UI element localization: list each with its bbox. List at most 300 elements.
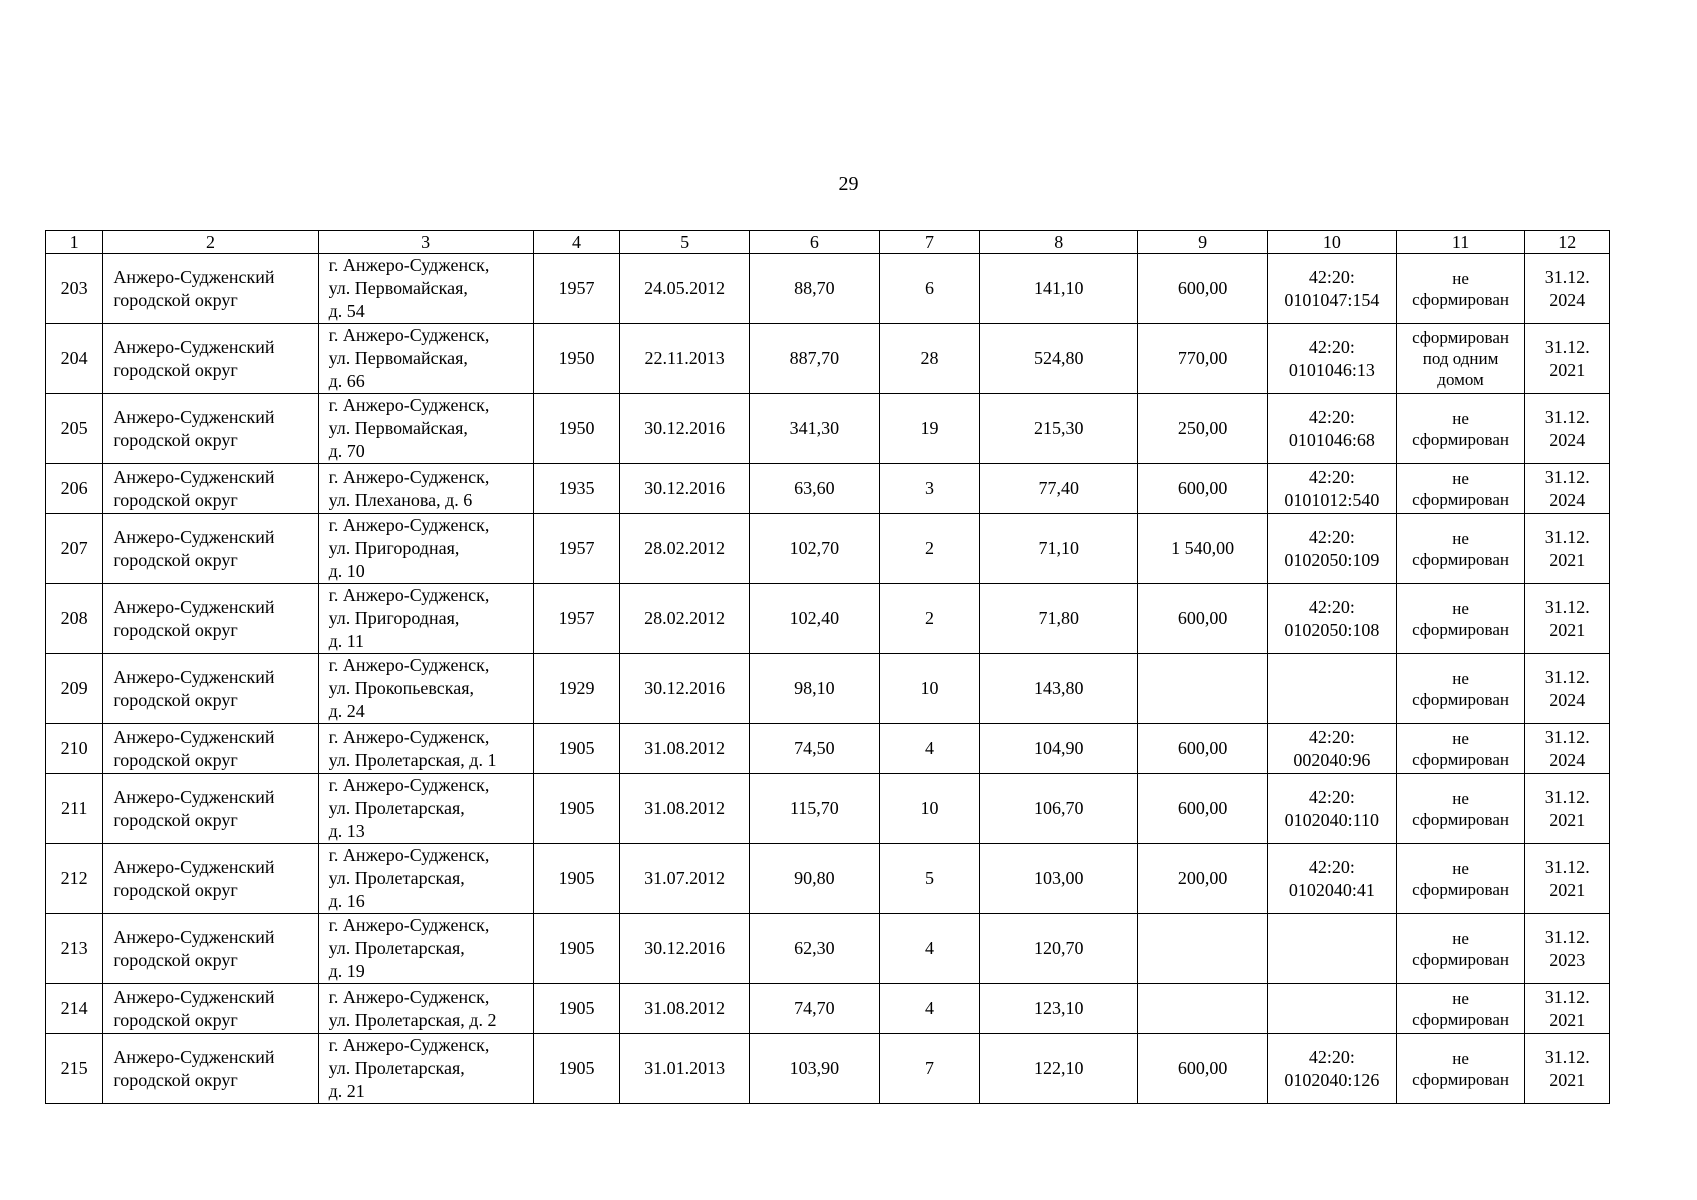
- land-area-cell-text: 250,00: [1177, 418, 1228, 438]
- land-status-cell-text: не: [1452, 928, 1469, 948]
- cadastral-number-cell-text: 42:20:: [1308, 406, 1355, 427]
- deadline-cell: [1525, 514, 1610, 584]
- land-status-cell-text: под одним: [1422, 349, 1499, 368]
- date-cell: [620, 654, 750, 724]
- address-cell-text: ул. Пролетарская, д. 1: [328, 749, 497, 770]
- table-row: [46, 254, 1610, 324]
- value-cell-text: 71,80: [1038, 608, 1080, 628]
- address-cell-text: г. Анжеро-Судженск,: [328, 255, 490, 275]
- build-year-cell: [533, 324, 619, 394]
- address-cell-text: ул. Плеханова, д. 6: [328, 489, 473, 510]
- land-status-cell-text: не: [1452, 268, 1469, 288]
- date-cell-text: 28.02.2012: [644, 538, 726, 558]
- municipality-cell-text: городской округ: [113, 429, 238, 450]
- value-cell: [980, 724, 1138, 774]
- deadline-cell-text: 31.12.: [1544, 786, 1590, 807]
- date-cell-text: 31.08.2012: [644, 798, 726, 818]
- table-row: [46, 1034, 1610, 1104]
- residents-cell-text: 3: [925, 478, 935, 498]
- residents-cell-text: 4: [925, 738, 935, 758]
- area-cell: [750, 844, 880, 914]
- value-cell: [980, 844, 1138, 914]
- row-number-text: 205: [60, 418, 88, 438]
- date-cell-text: 30.12.2016: [644, 678, 726, 698]
- value-cell-text: 143,80: [1034, 678, 1084, 698]
- area-cell-text: 115,70: [789, 798, 839, 818]
- residents-cell: [879, 394, 980, 464]
- municipality-cell: [103, 1034, 318, 1104]
- address-cell-text: ул. Пригородная,: [328, 538, 460, 558]
- column-number: 9: [1138, 231, 1268, 254]
- value-cell: [980, 464, 1138, 514]
- address-cell-text: г. Анжеро-Судженск,: [328, 585, 490, 605]
- land-area-cell: [1138, 394, 1268, 464]
- area-cell-text: 102,40: [789, 608, 840, 628]
- municipality-cell: [103, 514, 318, 584]
- column-number: 5: [620, 231, 750, 254]
- residents-cell-text: 2: [925, 538, 935, 558]
- address-cell: [318, 724, 533, 774]
- cadastral-number-cell: [1267, 654, 1396, 724]
- cadastral-number-cell: [1267, 774, 1396, 844]
- land-status-cell-text: сформирован: [1412, 429, 1509, 449]
- area-cell-text: 62,30: [794, 938, 835, 958]
- address-cell-text: ул. Пролетарская,: [328, 938, 465, 958]
- value-cell: [980, 984, 1138, 1034]
- municipality-cell-text: городской округ: [113, 619, 238, 640]
- area-cell: [750, 254, 880, 324]
- table-row: [46, 844, 1610, 914]
- row-number-text: 207: [60, 538, 88, 558]
- land-area-cell: [1138, 844, 1268, 914]
- municipality-cell-text: Анжеро-Судженский: [113, 666, 275, 687]
- area-cell-text: 74,50: [794, 738, 835, 758]
- value-cell-text: 215,30: [1034, 418, 1084, 438]
- address-cell-text: г. Анжеро-Судженск,: [328, 986, 490, 1007]
- build-year-cell: [533, 584, 619, 654]
- land-status-cell: [1396, 914, 1525, 984]
- municipality-cell: [103, 724, 318, 774]
- deadline-cell-text: 2021: [1549, 1069, 1586, 1090]
- column-number: 7: [879, 231, 980, 254]
- row-number-text: 212: [60, 868, 88, 888]
- municipality-cell-text: городской округ: [113, 549, 238, 570]
- cadastral-number-cell: [1267, 984, 1396, 1034]
- deadline-cell-text: 2021: [1549, 879, 1586, 900]
- municipality-cell-text: городской округ: [113, 1069, 238, 1090]
- address-cell-text: г. Анжеро-Судженск,: [328, 466, 490, 487]
- cadastral-number-cell-text: 42:20:: [1308, 856, 1355, 877]
- land-area-cell-text: 200,00: [1177, 868, 1228, 888]
- address-cell: [318, 324, 533, 394]
- municipality-cell-text: Анжеро-Судженский: [113, 786, 275, 807]
- area-cell-text: 74,70: [794, 998, 835, 1018]
- area-cell-text: 63,60: [794, 478, 835, 498]
- build-year-cell-text: 1950: [558, 348, 595, 368]
- deadline-cell: [1525, 914, 1610, 984]
- municipality-cell: [103, 324, 318, 394]
- build-year-cell-text: 1929: [558, 678, 595, 698]
- cadastral-number-cell-text: 0101047:154: [1284, 289, 1380, 310]
- land-status-cell: [1396, 394, 1525, 464]
- build-year-cell-text: 1957: [558, 538, 595, 558]
- cadastral-number-cell: [1267, 394, 1396, 464]
- deadline-cell-text: 31.12.: [1544, 856, 1590, 877]
- area-cell: [750, 394, 880, 464]
- value-cell: [980, 1034, 1138, 1104]
- municipality-cell: [103, 254, 318, 324]
- area-cell-text: 103,90: [789, 1058, 840, 1078]
- deadline-cell-text: 31.12.: [1544, 406, 1590, 427]
- table-row: [46, 984, 1610, 1034]
- cadastral-number-cell-text: 002040:96: [1293, 749, 1371, 770]
- row-number-text: 214: [60, 998, 88, 1018]
- column-number: 3: [318, 231, 533, 254]
- date-cell-text: 30.12.2016: [644, 418, 726, 438]
- deadline-cell: [1525, 394, 1610, 464]
- land-area-cell: [1138, 584, 1268, 654]
- land-status-cell-text: не: [1452, 1048, 1469, 1068]
- municipality-cell-text: городской округ: [113, 949, 238, 970]
- value-cell: [980, 584, 1138, 654]
- deadline-cell-text: 31.12.: [1544, 1046, 1590, 1067]
- value-cell: [980, 774, 1138, 844]
- value-cell: [980, 394, 1138, 464]
- date-cell: [620, 324, 750, 394]
- land-area-cell-text: 1 540,00: [1171, 538, 1235, 558]
- build-year-cell: [533, 774, 619, 844]
- value-cell: [980, 914, 1138, 984]
- deadline-cell: [1525, 844, 1610, 914]
- row-number: [46, 254, 103, 324]
- land-area-cell: [1138, 464, 1268, 514]
- deadline-cell-text: 31.12.: [1544, 266, 1590, 287]
- land-area-cell: [1138, 514, 1268, 584]
- land-area-cell: [1138, 654, 1268, 724]
- municipality-cell: [103, 774, 318, 844]
- deadline-cell: [1525, 1034, 1610, 1104]
- address-cell-text: ул. Пролетарская,: [328, 798, 465, 818]
- area-cell: [750, 914, 880, 984]
- municipality-cell-text: Анжеро-Судженский: [113, 466, 275, 487]
- residents-cell: [879, 724, 980, 774]
- land-status-cell: [1396, 984, 1525, 1034]
- column-number-row: [46, 231, 1610, 254]
- residents-cell-text: 10: [920, 798, 939, 818]
- address-cell-text: г. Анжеро-Судженск,: [328, 515, 490, 535]
- area-cell: [750, 984, 880, 1034]
- address-cell: [318, 464, 533, 514]
- address-cell-text: д. 24: [328, 701, 365, 721]
- residents-cell-text: 2: [925, 608, 935, 628]
- municipality-cell-text: городской округ: [113, 809, 238, 830]
- cadastral-number-cell-text: 42:20:: [1308, 266, 1355, 287]
- municipality-cell: [103, 394, 318, 464]
- value-cell-text: 120,70: [1034, 938, 1084, 958]
- cadastral-number-cell: [1267, 324, 1396, 394]
- residents-cell: [879, 254, 980, 324]
- area-cell: [750, 724, 880, 774]
- land-area-cell-text: 600,00: [1177, 1058, 1228, 1078]
- residents-cell-text: 7: [925, 1058, 935, 1078]
- date-cell-text: 31.01.2013: [644, 1058, 726, 1078]
- build-year-cell-text: 1905: [558, 738, 595, 758]
- deadline-cell: [1525, 654, 1610, 724]
- value-cell-text: 77,40: [1038, 478, 1080, 498]
- deadline-cell-text: 31.12.: [1544, 596, 1590, 617]
- municipality-cell-text: городской округ: [113, 879, 238, 900]
- residents-cell: [879, 774, 980, 844]
- address-cell: [318, 1034, 533, 1104]
- table-row: [46, 394, 1610, 464]
- area-cell: [750, 324, 880, 394]
- deadline-cell: [1525, 584, 1610, 654]
- area-cell-text: 887,70: [789, 348, 840, 368]
- table-row: [46, 654, 1610, 724]
- residents-cell: [879, 1034, 980, 1104]
- date-cell-text: 28.02.2012: [644, 608, 726, 628]
- build-year-cell: [533, 1034, 619, 1104]
- residents-cell-text: 19: [920, 418, 939, 438]
- address-cell-text: ул. Прокопьевская,: [328, 678, 475, 698]
- residents-cell-text: 6: [925, 278, 935, 298]
- land-status-cell-text: сформирован: [1412, 489, 1509, 509]
- date-cell-text: 31.08.2012: [644, 738, 726, 758]
- cadastral-number-cell: [1267, 254, 1396, 324]
- row-number-text: 203: [60, 278, 88, 298]
- municipality-cell: [103, 584, 318, 654]
- column-number: 2: [103, 231, 318, 254]
- column-number: 10: [1267, 231, 1396, 254]
- value-cell-text: 141,10: [1034, 278, 1084, 298]
- cadastral-number-cell: [1267, 914, 1396, 984]
- cadastral-number-cell-text: 42:20:: [1308, 1046, 1355, 1067]
- row-number: [46, 514, 103, 584]
- municipality-cell-text: Анжеро-Судженский: [113, 596, 275, 617]
- deadline-cell-text: 31.12.: [1544, 926, 1590, 947]
- build-year-cell-text: 1957: [558, 278, 595, 298]
- municipality-cell-text: Анжеро-Судженский: [113, 926, 275, 947]
- value-cell: [980, 514, 1138, 584]
- row-number: [46, 584, 103, 654]
- deadline-cell-text: 2023: [1549, 949, 1586, 970]
- area-cell-text: 102,70: [789, 538, 840, 558]
- land-area-cell: [1138, 984, 1268, 1034]
- residents-cell-text: 5: [925, 868, 935, 888]
- land-status-cell: [1396, 654, 1525, 724]
- land-status-cell: [1396, 324, 1525, 394]
- deadline-cell-text: 2021: [1549, 359, 1586, 380]
- build-year-cell: [533, 654, 619, 724]
- land-status-cell: [1396, 514, 1525, 584]
- cadastral-number-cell-text: 0102040:110: [1284, 809, 1379, 830]
- date-cell-text: 31.08.2012: [644, 998, 726, 1018]
- land-area-cell-text: 600,00: [1177, 608, 1228, 628]
- cadastral-number-cell-text: 42:20:: [1308, 786, 1355, 807]
- build-year-cell-text: 1905: [558, 998, 595, 1018]
- deadline-cell-text: 31.12.: [1544, 726, 1590, 747]
- build-year-cell: [533, 914, 619, 984]
- cadastral-number-cell: [1267, 464, 1396, 514]
- value-cell: [980, 324, 1138, 394]
- cadastral-number-cell-text: 42:20:: [1308, 726, 1355, 747]
- residents-cell: [879, 844, 980, 914]
- cadastral-number-cell: [1267, 1034, 1396, 1104]
- land-area-cell: [1138, 914, 1268, 984]
- address-cell-text: д. 70: [328, 441, 365, 461]
- land-status-cell-text: сформирован: [1412, 549, 1509, 569]
- address-cell-text: г. Анжеро-Судженск,: [328, 726, 490, 747]
- address-cell-text: ул. Пролетарская, д. 2: [328, 1009, 497, 1030]
- row-number: [46, 394, 103, 464]
- deadline-cell: [1525, 324, 1610, 394]
- municipality-cell-text: городской округ: [113, 1009, 238, 1030]
- land-status-cell-text: сформирован: [1412, 328, 1509, 347]
- date-cell: [620, 514, 750, 584]
- address-cell-text: д. 11: [328, 631, 365, 651]
- address-cell-text: д. 13: [328, 821, 365, 841]
- cadastral-number-cell-text: 42:20:: [1308, 596, 1355, 617]
- build-year-cell: [533, 394, 619, 464]
- municipality-cell: [103, 984, 318, 1034]
- land-status-cell-text: сформирован: [1412, 949, 1509, 969]
- deadline-cell-text: 2021: [1549, 809, 1586, 830]
- deadline-cell: [1525, 774, 1610, 844]
- table-row: [46, 464, 1610, 514]
- address-cell: [318, 584, 533, 654]
- build-year-cell-text: 1957: [558, 608, 595, 628]
- row-number: [46, 724, 103, 774]
- date-cell: [620, 1034, 750, 1104]
- land-status-cell-text: не: [1452, 468, 1469, 488]
- land-status-cell-text: не: [1452, 528, 1469, 548]
- deadline-cell-text: 31.12.: [1544, 666, 1590, 687]
- address-cell: [318, 984, 533, 1034]
- land-status-cell-text: сформирован: [1412, 879, 1509, 899]
- row-number: [46, 914, 103, 984]
- row-number: [46, 324, 103, 394]
- address-cell-text: д. 66: [328, 371, 365, 391]
- column-number: 8: [980, 231, 1138, 254]
- column-number: 11: [1396, 231, 1525, 254]
- residents-cell: [879, 324, 980, 394]
- residents-cell-text: 4: [925, 998, 935, 1018]
- area-cell: [750, 1034, 880, 1104]
- cadastral-number-cell-text: 0101046:68: [1288, 429, 1375, 450]
- area-cell: [750, 584, 880, 654]
- row-number: [46, 654, 103, 724]
- municipality-cell: [103, 654, 318, 724]
- land-area-cell-text: 770,00: [1177, 348, 1228, 368]
- land-status-cell: [1396, 584, 1525, 654]
- municipality-cell-text: Анжеро-Судженский: [113, 986, 275, 1007]
- land-status-cell-text: сформирован: [1412, 289, 1509, 309]
- deadline-cell-text: 2024: [1549, 689, 1586, 710]
- address-cell-text: г. Анжеро-Судженск,: [328, 845, 490, 865]
- build-year-cell-text: 1905: [558, 868, 595, 888]
- table-row: [46, 584, 1610, 654]
- date-cell: [620, 914, 750, 984]
- cadastral-number-cell-text: 42:20:: [1308, 466, 1355, 487]
- land-status-cell-text: сформирован: [1412, 1069, 1509, 1089]
- cadastral-number-cell-text: 0101012:540: [1284, 489, 1380, 510]
- date-cell: [620, 984, 750, 1034]
- deadline-cell: [1525, 254, 1610, 324]
- cadastral-number-cell-text: 0102050:109: [1284, 549, 1380, 570]
- build-year-cell: [533, 514, 619, 584]
- address-cell-text: г. Анжеро-Судженск,: [328, 775, 490, 795]
- address-cell: [318, 394, 533, 464]
- value-cell-text: 106,70: [1034, 798, 1084, 818]
- build-year-cell: [533, 984, 619, 1034]
- column-number: 1: [46, 231, 103, 254]
- cadastral-number-cell-text: 0102040:126: [1284, 1069, 1380, 1090]
- cadastral-number-cell-text: 0101046:13: [1288, 359, 1375, 380]
- municipality-cell-text: городской округ: [113, 359, 238, 380]
- land-status-cell-text: не: [1452, 408, 1469, 428]
- deadline-cell-text: 31.12.: [1544, 336, 1590, 357]
- table-row: [46, 324, 1610, 394]
- cadastral-number-cell: [1267, 844, 1396, 914]
- deadline-cell: [1525, 724, 1610, 774]
- municipality-cell: [103, 844, 318, 914]
- cadastral-number-cell-text: 42:20:: [1308, 336, 1355, 357]
- address-cell: [318, 844, 533, 914]
- row-number-text: 208: [60, 608, 88, 628]
- residents-cell: [879, 984, 980, 1034]
- land-status-cell-text: сформирован: [1412, 1009, 1509, 1029]
- land-status-cell-text: сформирован: [1412, 619, 1509, 639]
- value-cell-text: 103,00: [1034, 868, 1084, 888]
- cadastral-number-cell: [1267, 584, 1396, 654]
- area-cell: [750, 654, 880, 724]
- row-number: [46, 844, 103, 914]
- address-cell-text: г. Анжеро-Судженск,: [328, 915, 490, 935]
- address-cell: [318, 254, 533, 324]
- land-status-cell-text: не: [1452, 598, 1469, 618]
- address-cell-text: ул. Первомайская,: [328, 348, 468, 368]
- column-number: 12: [1525, 231, 1610, 254]
- area-cell-text: 88,70: [794, 278, 835, 298]
- municipality-cell: [103, 464, 318, 514]
- build-year-cell: [533, 254, 619, 324]
- date-cell: [620, 584, 750, 654]
- land-status-cell-text: сформирован: [1412, 689, 1509, 709]
- land-status-cell-text: не: [1452, 858, 1469, 878]
- date-cell: [620, 844, 750, 914]
- land-status-cell-text: не: [1452, 728, 1469, 748]
- value-cell: [980, 654, 1138, 724]
- table-row: [46, 914, 1610, 984]
- date-cell-text: 22.11.2013: [644, 348, 725, 368]
- area-cell-text: 98,10: [794, 678, 835, 698]
- address-cell: [318, 774, 533, 844]
- land-status-cell: [1396, 254, 1525, 324]
- row-number-text: 215: [60, 1058, 88, 1078]
- cadastral-number-cell: [1267, 514, 1396, 584]
- date-cell-text: 24.05.2012: [644, 278, 726, 298]
- build-year-cell-text: 1905: [558, 1058, 595, 1078]
- land-area-cell: [1138, 1034, 1268, 1104]
- page-number: 29: [838, 173, 859, 195]
- date-cell: [620, 254, 750, 324]
- deadline-cell-text: 2021: [1549, 549, 1586, 570]
- municipality-cell-text: Анжеро-Судженский: [113, 336, 275, 357]
- row-number-text: 206: [60, 478, 88, 498]
- value-cell-text: 122,10: [1034, 1058, 1084, 1078]
- municipality-cell-text: городской округ: [113, 289, 238, 310]
- land-area-cell-text: 600,00: [1177, 738, 1228, 758]
